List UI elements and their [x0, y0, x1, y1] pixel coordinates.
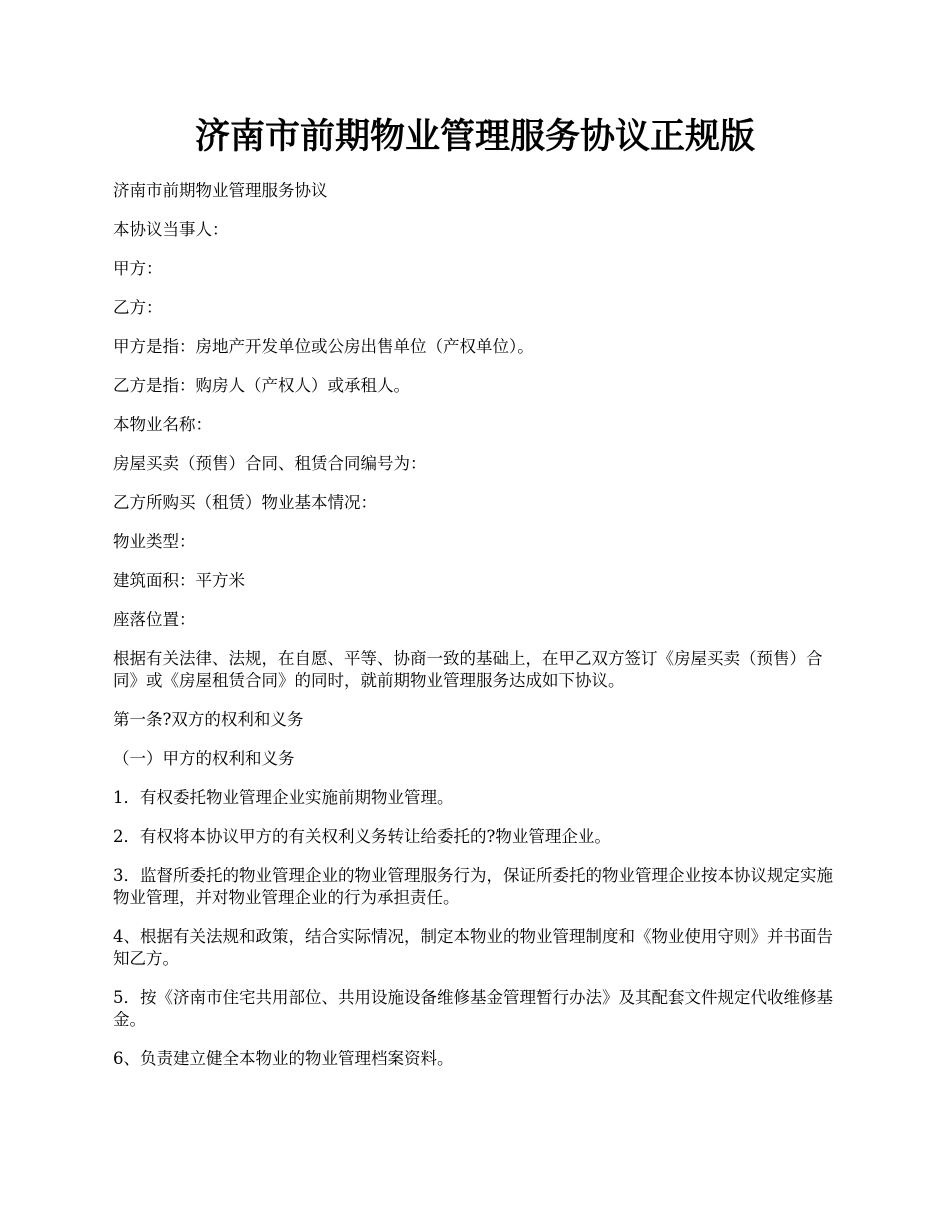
paragraph-parties: 本协议当事人： [113, 220, 229, 239]
paragraph-party-b-definition: 乙方是指：购房人（产权人）或承租人。 [113, 376, 410, 395]
list-item-1: 1．有权委托物业管理企业实施前期物业管理。 [113, 788, 454, 807]
paragraph-article-1: 第一条?双方的权利和义务 [113, 710, 304, 729]
paragraph-agreement-name: 济南市前期物业管理服务协议 [113, 181, 328, 200]
paragraph-party-a-definition: 甲方是指：房地产开发单位或公房出售单位（产权单位）。 [113, 337, 534, 356]
paragraph-property-basics: 乙方所购买（租赁）物业基本情况： [113, 493, 377, 512]
list-item-2: 2．有权将本协议甲方的有关权利义务转让给委托的?物业管理企业。 [113, 827, 611, 846]
paragraph-location: 座落位置： [113, 610, 196, 629]
list-item-4: 4、根据有关法规和政策，结合实际情况，制定本物业的物业管理制度和《物业使用守则》并书面告知乙方。 [113, 927, 833, 968]
paragraph-property-type: 物业类型： [113, 532, 196, 551]
paragraph-section-1: （一）甲方的权利和义务 [113, 749, 295, 768]
paragraph-party-b: 乙方： [113, 298, 163, 317]
list-item-3: 3．监督所委托的物业管理企业的物业管理服务行为，保证所委托的物业管理企业按本协议规定实施物业管理，并对物业管理企业的行为承担责任。 [113, 866, 833, 907]
paragraph-property-name: 本物业名称： [113, 415, 212, 434]
paragraph-floor-area: 建筑面积：平方米 [113, 571, 245, 590]
document-title: 济南市前期物业管理服务协议正规版 [194, 116, 755, 157]
paragraph-party-a: 甲方： [113, 259, 163, 278]
list-item-5: 5．按《济南市住宅共用部位、共用设施设备维修基金管理暂行办法》及其配套文件规定代收维修基金。 [113, 988, 833, 1029]
paragraph-preamble: 根据有关法律、法规，在自愿、平等、协商一致的基础上，在甲乙双方签订《房屋买卖（预售）合同》或《房屋租赁合同》的同时，就前期物业管理服务达成如下协议。 [113, 649, 823, 690]
paragraph-contract-number: 房屋买卖（预售）合同、租赁合同编号为： [113, 454, 427, 473]
list-item-6: 6、负责建立健全本物业的物业管理档案资料。 [113, 1049, 454, 1068]
document-body [113, 180, 835, 1087]
